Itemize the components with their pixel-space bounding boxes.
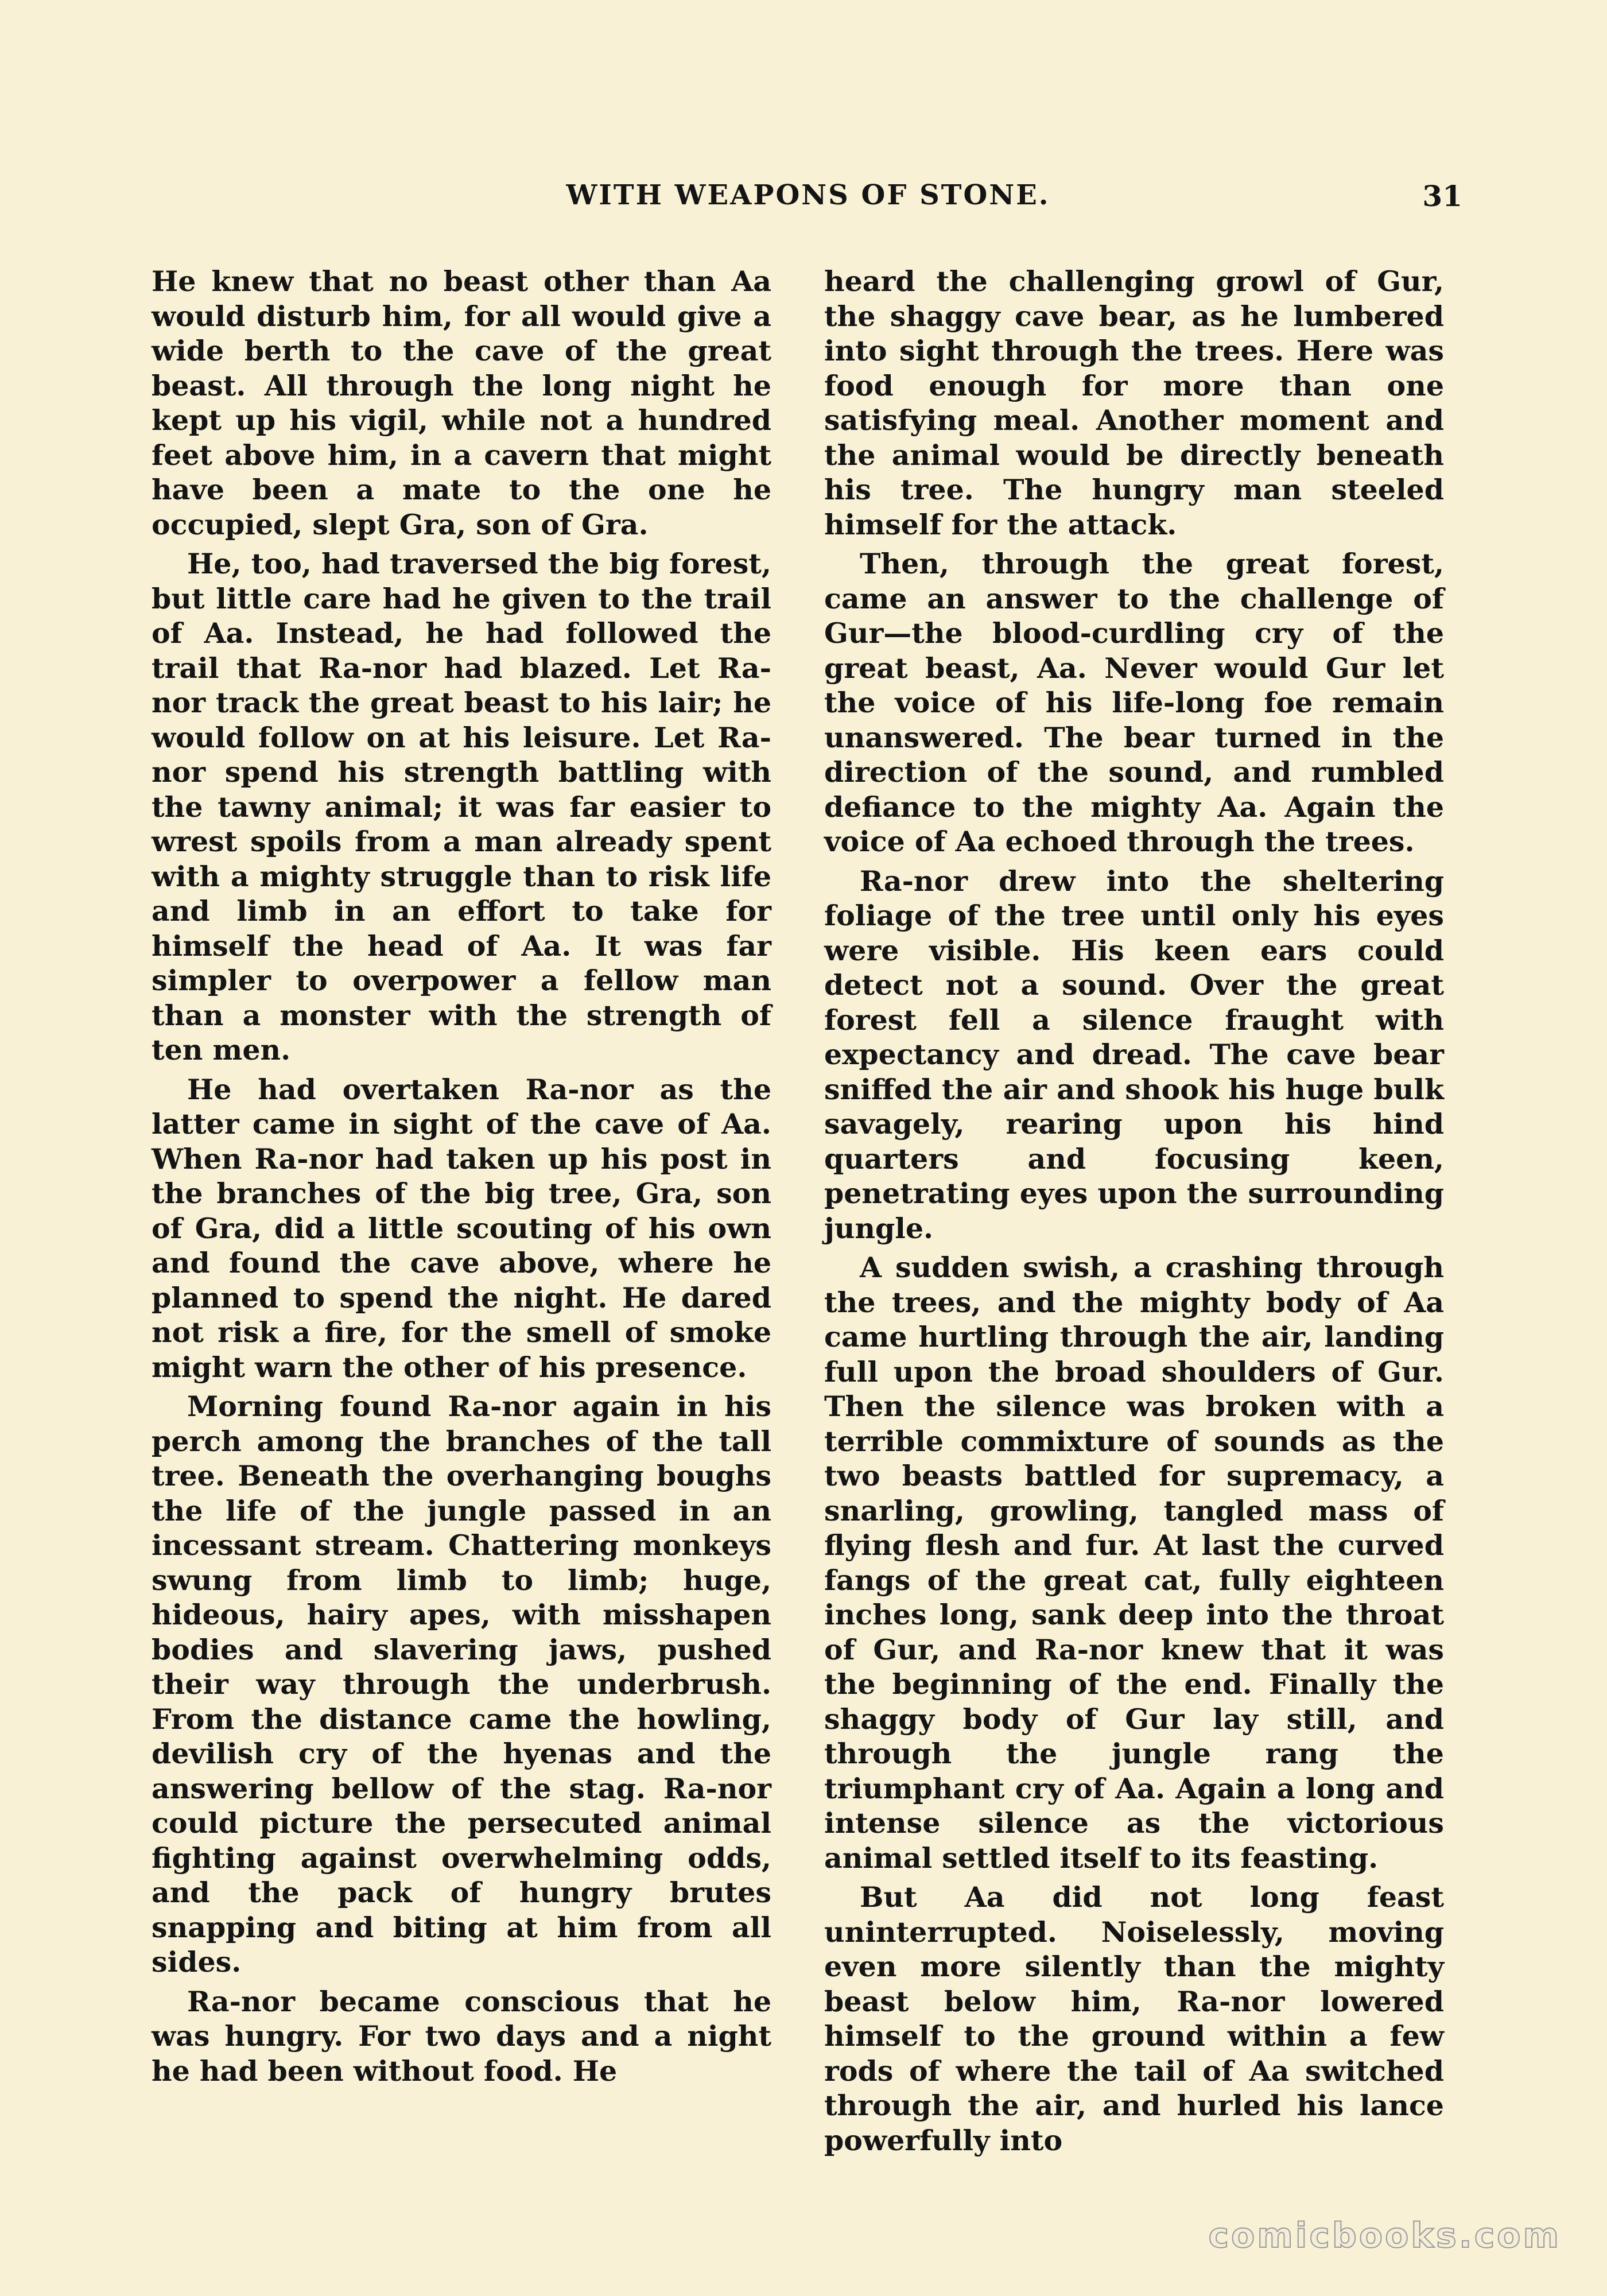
left-column (152, 264, 771, 2093)
paragraph: Then, through the great forest, came an answer to the challenge of Gur—the blood-curdling cry of the great beast, Aa. Never would Gur let the voice of his life-long foe remain unanswered. The bear turned in the direction of the sound, and rumbled defiance to the mighty Aa. Again the voice of Aa echoed through the trees. (824, 547, 1444, 858)
paragraph: Ra-nor became conscious that he was hungry. For two days and a night he had been without food. He (152, 1984, 771, 2088)
right-column (824, 264, 1444, 2162)
page-number: 31 (1422, 179, 1462, 213)
paragraph: He knew that no beast other than Aa would disturb him, for all would give a wide berth to the cave of the great beast. All through the long night he kept up his vigil, while not a hundred feet above him, in a cavern that might have been a mate to the one he occupied, slept Gra, son of Gra. (152, 265, 771, 541)
paragraph: Morning found Ra-nor again in his perch among the branches of the tall tree. Beneath the overhanging boughs the life of the jungle passed in an incessant stream. Chattering monkeys swung from limb to limb; huge, hideous, hairy apes, with misshapen bodies and slavering jaws, pushed their way through the underbrush. From the distance came the howling, devilish cry of the hyenas and the answering bellow of the stag. Ra-nor could picture the persecuted animal fighting against overwhelming odds, and the pack of hungry brutes snapping and biting at him from all sides. (152, 1390, 771, 1979)
paragraph: heard the challenging growl of Gur, the shaggy cave bear, as he lumbered into sight through the trees. Here was food enough for more than one satisfying meal. Another moment and the animal would be directly beneath his tree. The hungry man steeled himself for the attack. (824, 265, 1444, 541)
chapter-title: WITH WEAPONS OF STONE. (566, 179, 1050, 211)
running-head (154, 179, 1462, 219)
paragraph: Ra-nor drew into the sheltering foliage of the tree until only his eyes were visible. His keen ears could detect not a sound. Over the great forest fell a silence fraught with expectancy and dread. The cave bear sniffed the air and shook his huge bulk savagely, rearing upon his hind quarters and focusing keen, penetrating eyes upon the surrounding jungle. (824, 864, 1444, 1245)
site-watermark: comicbooks.com (1208, 2216, 1561, 2256)
paragraph: But Aa did not long feast uninterrupted. Noiselessly, moving even more silently than the mighty beast below him, Ra-nor lowered himself to the ground within a few rods of where the tail of Aa switched through the air, and hurled his lance powerfully into (824, 1880, 1444, 2157)
paragraph: He, too, had traversed the big forest, but little care had he given to the trail of Aa. Instead, he had followed the trail that Ra-nor had blazed. Let Ra-nor track the great beast to his lair; he would follow on at his leisure. Let Ra-nor spend his strength battling with the tawny animal; it was far easier to wrest spoils from a man already spent with a mighty struggle than to risk life and limb in an effort to take for himself the head of Aa. It was far simpler to overpower a fellow man than a monster with the strength of ten men. (152, 547, 771, 1066)
paragraph: A sudden swish, a crashing through the trees, and the mighty body of Aa came hurtling through the air, landing full upon the broad shoulders of Gur. Then the silence was broken with a terrible commixture of sounds as the two beasts battled for supremacy, a snarling, growling, tangled mass of flying flesh and fur. At last the curved fangs of the great cat, fully eighteen inches long, sank deep into the throat of Gur, and Ra-nor knew that it was the beginning of the end. Finally the shaggy body of Gur lay still, and through the jungle rang the triumphant cry of Aa. Again a long and intense silence as the victorious animal settled itself to its feasting. (824, 1251, 1444, 1875)
paragraph: He had overtaken Ra-nor as the latter came in sight of the cave of Aa. When Ra-nor had taken up his post in the branches of the big tree, Gra, son of Gra, did a little scouting of his own and found the cave above, where he planned to spend the night. He dared not risk a fire, for the smell of smoke might warn the other of his presence. (152, 1072, 771, 1384)
